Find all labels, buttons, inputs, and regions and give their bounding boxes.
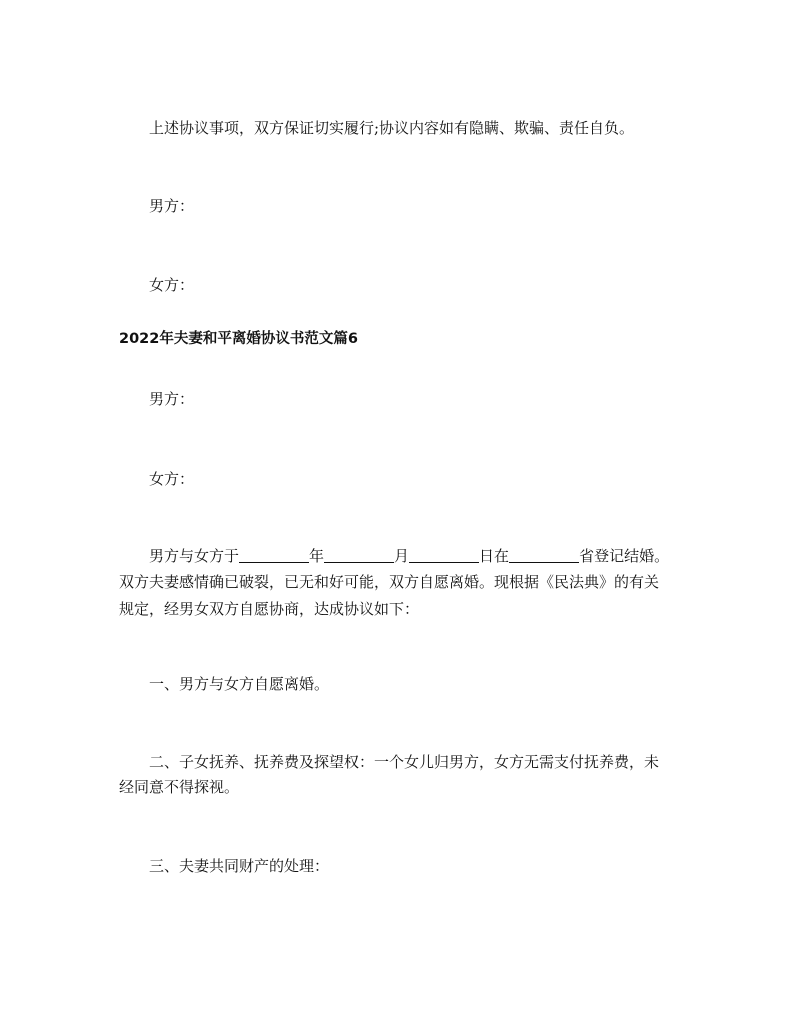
clause-three: 三、夫妻共同财产的处理： [149, 857, 330, 875]
husband-label: 男方： [149, 390, 195, 408]
wife-signature-label: 女方： [149, 276, 195, 294]
marriage-registration-line [149, 543, 669, 569]
marriage-paragraph-line2: 双方夫妻感情确已破裂，已无和好可能，双方自愿离婚。现根据《民法典》的有关 [119, 573, 660, 591]
wife-label: 女方： [149, 470, 195, 488]
month-blank [324, 545, 394, 563]
section-heading: 2022年夫妻和平离婚协议书范文篇6 [119, 331, 358, 347]
marriage-paragraph-line3: 规定，经男女双方自愿协商，达成协议如下： [119, 600, 420, 618]
marriage-text-part4: 日在 [479, 547, 510, 565]
marriage-text-part5: 省登记结婚。 [579, 547, 670, 565]
clause-two-line1: 二、子女抚养、抚养费及探望权：一个女儿归男方，女方无需支付抚养费，未 [149, 753, 660, 771]
agreement-guarantee-paragraph: 上述协议事项，双方保证切实履行;协议内容如有隐瞒、欺骗、责任自负。 [149, 119, 635, 137]
province-blank [509, 545, 579, 563]
marriage-text-part1: 男方与女方于 [149, 547, 240, 565]
clause-one: 一、男方与女方自愿离婚。 [149, 675, 330, 693]
marriage-text-part2: 年 [309, 547, 325, 565]
year-blank [239, 545, 309, 563]
marriage-text-part3: 月 [394, 547, 410, 565]
day-blank [409, 545, 479, 563]
husband-signature-label: 男方： [149, 197, 195, 215]
clause-two-line2: 经同意不得探视。 [119, 778, 240, 796]
